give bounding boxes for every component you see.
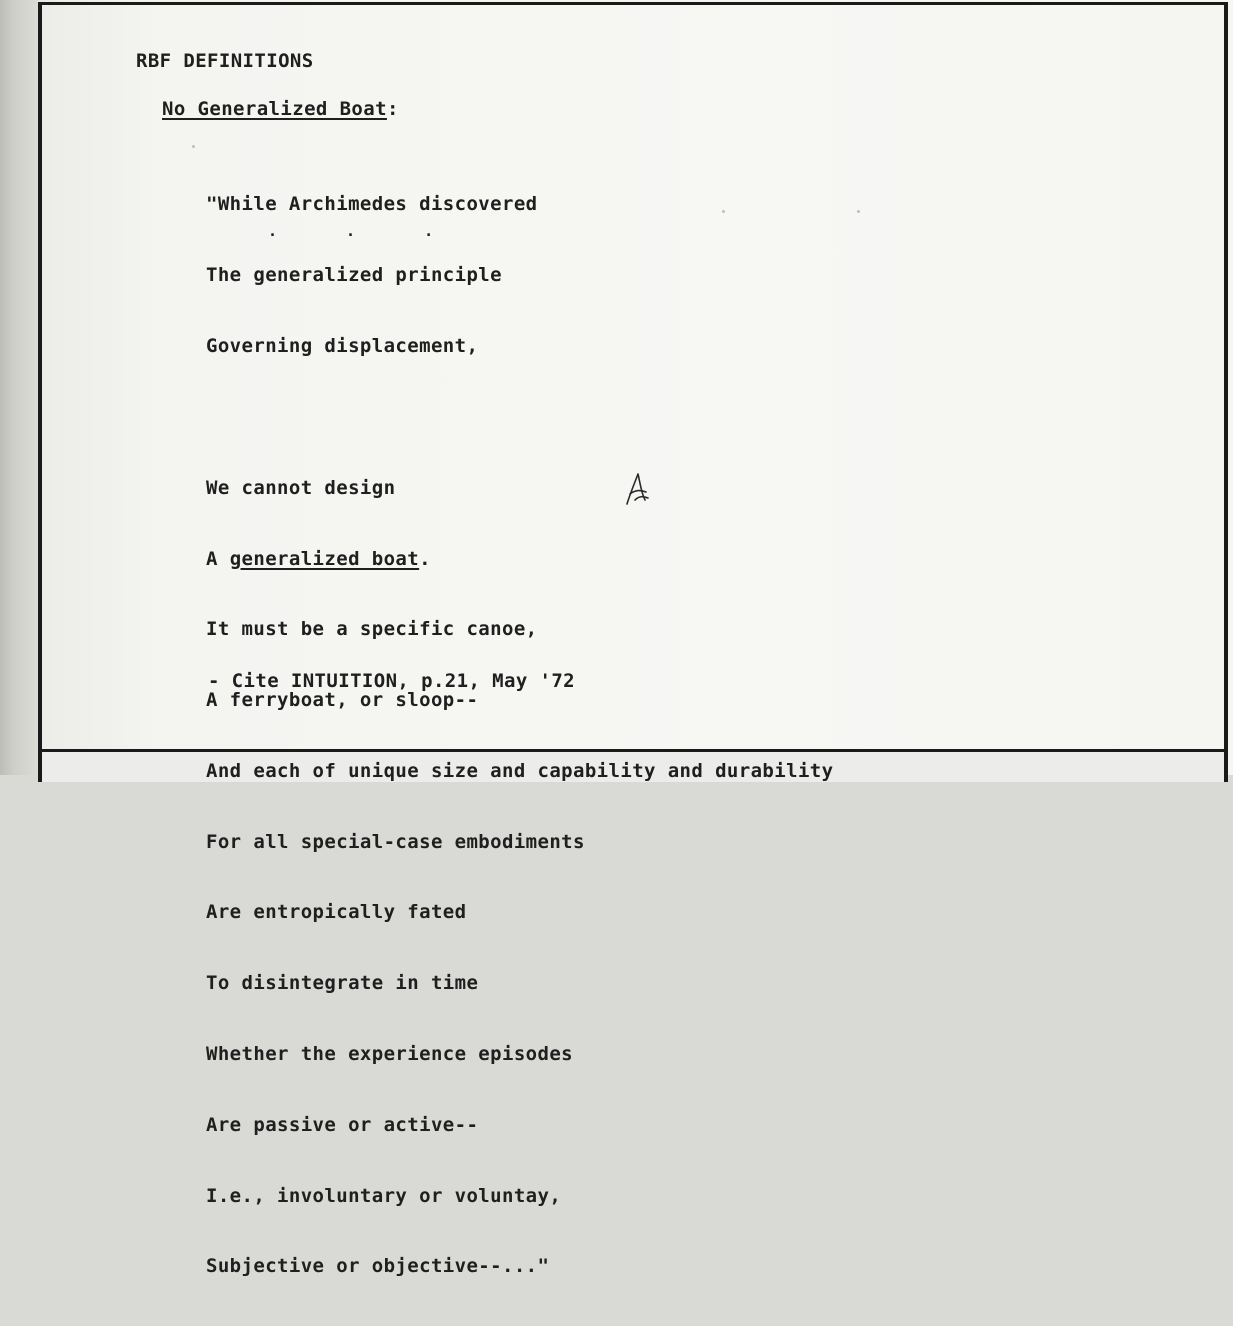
quote-line-prefix: A xyxy=(206,547,230,570)
quote-line: Whether the experience episodes xyxy=(206,1042,574,1065)
quote-line: Are entropically fated xyxy=(206,901,467,924)
ellipsis-dots: . . . xyxy=(268,222,464,240)
section-title-underlined: No Generalized Boat xyxy=(162,98,387,120)
quote-line: We cannot design xyxy=(206,476,396,499)
scan-margin-strip xyxy=(0,0,38,775)
paper-speck xyxy=(192,145,195,148)
quote-line-suffix: . xyxy=(419,547,431,570)
citation: - Cite INTUITION, p.21, May '72 xyxy=(208,670,576,692)
quote-line: A ferryboat, or sloop-- xyxy=(206,689,479,712)
quote-line: And each of unique size and capability and durability xyxy=(206,759,834,782)
quote-line-generalized-boat xyxy=(206,548,833,572)
quote-block xyxy=(206,146,833,1326)
quote-line-underlined: generalized boat xyxy=(229,547,420,570)
quote-line: For all special-case embodiments xyxy=(206,830,585,853)
quote-line: Governing displacement, xyxy=(206,334,479,357)
section-title xyxy=(162,98,399,120)
quote-gap xyxy=(206,406,833,430)
page-heading: RBF DEFINITIONS xyxy=(136,50,314,72)
quote-line: To disintegrate in time xyxy=(206,972,479,995)
section-title-colon: : xyxy=(386,98,399,120)
quote-line: The generalized principle xyxy=(206,263,502,286)
paper-speck xyxy=(857,210,860,213)
quote-line: "While Archimedes discovered xyxy=(206,193,538,216)
quote-line: Subjective or objective--..." xyxy=(206,1255,550,1278)
quote-line: I.e., involuntary or voluntay, xyxy=(206,1184,562,1207)
quote-line: Are passive or active-- xyxy=(206,1113,479,1136)
quote-line: It must be a specific canoe, xyxy=(206,618,538,641)
handwritten-correction-mark xyxy=(621,470,651,510)
